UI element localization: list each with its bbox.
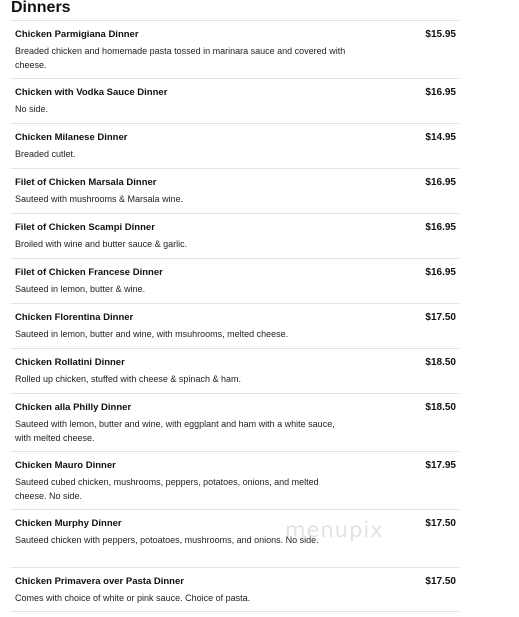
menu-list (11, 20, 459, 612)
item-name: Chicken with Vodka Sauce Dinner (15, 87, 168, 98)
menu-item[interactable] (11, 509, 459, 567)
item-name: Chicken Mauro Dinner (15, 460, 116, 471)
item-description: Broiled with wine and butter sauce & garlic. (15, 239, 188, 249)
item-price: $15.95 (425, 29, 456, 40)
item-price: $16.95 (425, 222, 456, 233)
item-description: No side. (15, 104, 49, 114)
item-name: Filet of Chicken Scampi Dinner (15, 222, 155, 233)
item-name: Chicken Florentina Dinner (15, 312, 134, 323)
item-price: $17.50 (425, 312, 456, 323)
item-name: Chicken Parmigiana Dinner (15, 29, 139, 40)
item-description: Breaded cutlet. (15, 149, 76, 159)
item-name: Chicken Murphy Dinner (15, 518, 122, 529)
item-description: Sauteed with lemon, butter and wine, with eggplant and ham with a white sauce, with melted cheese. (15, 419, 335, 443)
item-price: $18.50 (425, 402, 456, 413)
item-description: Rolled up chicken, stuffed with cheese & spinach & ham. (15, 374, 241, 384)
item-description: Breaded chicken and homemade pasta tossed in marinara sauce and covered with cheese. (15, 46, 346, 70)
item-name: Chicken Milanese Dinner (15, 132, 128, 143)
item-price: $14.95 (425, 132, 456, 143)
item-price: $18.50 (425, 357, 456, 368)
item-description: Sauteed with mushrooms & Marsala wine. (15, 194, 184, 204)
item-price: $16.95 (425, 177, 456, 188)
item-name: Chicken Primavera over Pasta Dinner (15, 576, 184, 587)
menu-item[interactable] (11, 303, 459, 348)
menu-item[interactable] (11, 567, 459, 612)
item-description: Sauteed in lemon, butter and wine, with msuhrooms, melted cheese. (15, 329, 289, 339)
item-description: Sauteed cubed chicken, mushrooms, peppers, potatoes, onions, and melted cheese. No side. (15, 477, 319, 501)
menu-item[interactable] (11, 123, 459, 168)
menu-item[interactable] (11, 213, 459, 258)
item-name: Filet of Chicken Francese Dinner (15, 267, 163, 278)
item-price: $17.50 (425, 518, 456, 529)
menu-item[interactable] (11, 20, 459, 78)
section-title: Dinners (11, 0, 71, 16)
menu-item[interactable] (11, 258, 459, 303)
menu-item[interactable] (11, 451, 459, 509)
item-price: $16.95 (425, 87, 456, 98)
item-price: $16.95 (425, 267, 456, 278)
item-name: Chicken Rollatini Dinner (15, 357, 125, 368)
item-name: Filet of Chicken Marsala Dinner (15, 177, 157, 188)
watermark: menupix (285, 518, 384, 542)
menu-item[interactable] (11, 348, 459, 393)
item-name: Chicken alla Philly Dinner (15, 402, 132, 413)
item-description: Sauteed chicken with peppers, potoatoes, mushrooms, and onions. No side. (15, 535, 319, 545)
item-price: $17.50 (425, 576, 456, 587)
menu-item[interactable] (11, 168, 459, 213)
item-price: $17.95 (425, 460, 456, 471)
menu-item[interactable] (11, 393, 459, 451)
menu-item[interactable] (11, 78, 459, 123)
item-description: Sauteed in lemon, butter & wine. (15, 284, 146, 294)
item-description: Comes with choice of white or pink sauce. Choice of pasta. (15, 593, 251, 603)
